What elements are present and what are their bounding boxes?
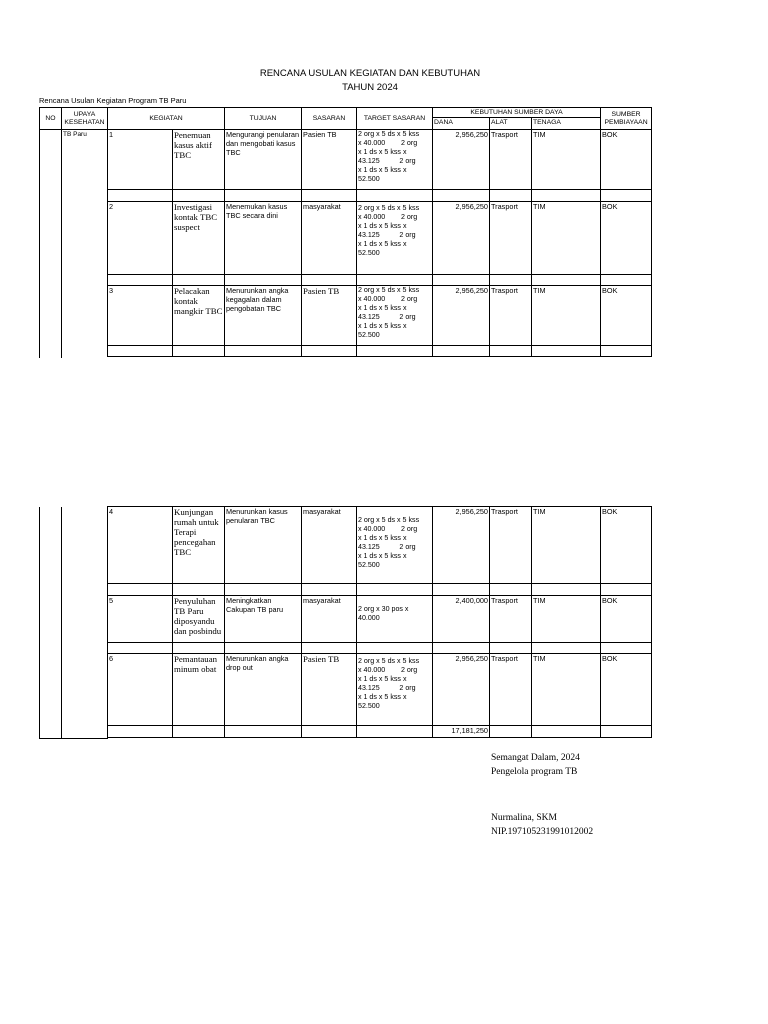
activity-fund: 2,956,250 — [433, 130, 490, 190]
activity-name: Pemantauan minum obat — [173, 654, 225, 726]
page-title-year: TAHUN 2024 — [342, 82, 398, 93]
activity-funding-source: BOK — [601, 654, 652, 726]
activity-target-detail: 2 org x 5 ds x 5 kss x 40.000 2 org x 1 ds x 5 kss x 43.125 2 org x 1 ds x 5 kss x 52.500 — [357, 130, 433, 190]
activity-number: 6 — [108, 654, 173, 726]
activity-tool: Trasport — [490, 507, 532, 584]
header-alat: ALAT — [490, 118, 532, 130]
activity-goal: Menemukan kasus TBC secara dini — [225, 202, 302, 275]
activity-number: 1 — [108, 130, 173, 190]
activity-target-group: Pasien TB — [302, 130, 357, 190]
header-sasaran: SASARAN — [302, 108, 357, 130]
activity-name: Kunjungan rumah untuk Terapi pencegahan TBC — [173, 507, 225, 584]
activity-staff: TIM — [532, 507, 601, 584]
activity-target-detail: 2 org x 5 ds x 5 kss x 40.000 2 org x 1 ds x 5 kss x 43.125 2 org x 1 ds x 5 kss x 52.500 — [357, 507, 433, 584]
no-cell — [40, 507, 62, 739]
activity-funding-source: BOK — [601, 202, 652, 275]
activity-tool: Trasport — [490, 286, 532, 346]
activity-funding-source: BOK — [601, 286, 652, 346]
activity-target-detail: 2 org x 30 pos x 40.000 — [357, 596, 433, 643]
activity-number: 3 — [108, 286, 173, 346]
activity-tool: Trasport — [490, 596, 532, 643]
activity-staff: TIM — [532, 202, 601, 275]
header-kebutuhan: KEBUTUHAN SUMBER DAYA — [433, 108, 601, 118]
header-sumber: SUMBER PEMBIAYAAN — [601, 108, 652, 130]
activity-tool: Trasport — [490, 654, 532, 726]
upaya-cell: TB Paru — [62, 130, 108, 358]
upaya-cell — [62, 507, 108, 739]
table-subtitle: Rencana Usulan Kegiatan Program TB Paru — [39, 96, 187, 105]
activity-fund: 2,956,250 — [433, 507, 490, 584]
signature-nip: NIP.197105231991012002 — [491, 827, 594, 837]
activity-goal: Mengurangi penularan dan mengobati kasus TBC — [225, 130, 302, 190]
header-no: NO — [40, 108, 62, 130]
header-tujuan: TUJUAN — [225, 108, 302, 130]
activity-name: Penyuluhan TB Paru diposyandu dan posbindu — [173, 596, 225, 643]
activity-goal: Meningkatkan Cakupan TB paru — [225, 596, 302, 643]
activity-fund: 2,956,250 — [433, 654, 490, 726]
activity-name: Penemuan kasus aktif TBC — [173, 130, 225, 190]
activity-tool: Trasport — [490, 202, 532, 275]
header-target: TARGET SASARAN — [357, 108, 433, 130]
activity-number: 4 — [108, 507, 173, 584]
activity-target-detail: 2 org x 5 ds x 5 kss x 40.000 2 org x 1 ds x 5 kss x 43.125 2 org x 1 ds x 5 kss x 52.500 — [357, 202, 433, 275]
activity-staff: TIM — [532, 654, 601, 726]
activity-funding-source: BOK — [601, 130, 652, 190]
signature-role: Pengelola program TB — [491, 767, 578, 777]
activity-table-page2 — [39, 506, 652, 739]
activity-table-page1 — [39, 107, 652, 357]
header-kegiatan: KEGIATAN — [108, 108, 225, 130]
activity-number: 5 — [108, 596, 173, 643]
activity-target-group: Pasien TB — [302, 654, 357, 726]
activity-goal: Menurunkan kasus penularan TBC — [225, 507, 302, 584]
activity-tool: Trasport — [490, 130, 532, 190]
activity-fund: 2,400,000 — [433, 596, 490, 643]
activity-staff: TIM — [532, 286, 601, 346]
signature-place-date: Semangat Dalam, 2024 — [491, 753, 580, 763]
total-fund: 17,181,250 — [433, 726, 490, 738]
activity-target-group: masyarakat — [302, 202, 357, 275]
page-title: RENCANA USULAN KEGIATAN DAN KEBUTUHAN — [259, 68, 481, 79]
activity-target-detail: 2 org x 5 ds x 5 kss x 40.000 2 org x 1 ds x 5 kss x 43.125 2 org x 1 ds x 5 kss x 52.500 — [357, 286, 433, 346]
activity-goal: Menurunkan angka kegagalan dalam pengobatan TBC — [225, 286, 302, 346]
activity-target-group: masyarakat — [302, 596, 357, 643]
activity-fund: 2,956,250 — [433, 202, 490, 275]
activity-staff: TIM — [532, 130, 601, 190]
activity-funding-source: BOK — [601, 596, 652, 643]
activity-number: 2 — [108, 202, 173, 275]
no-cell — [40, 130, 62, 358]
activity-target-group: Pasien TB — [302, 286, 357, 346]
activity-staff: TIM — [532, 596, 601, 643]
header-dana: DANA — [433, 118, 490, 130]
signature-name: Nurmalina, SKM — [491, 813, 557, 823]
activity-name: Pelacakan kontak mangkir TBC — [173, 286, 225, 346]
header-upaya: UPAYA KESEHATAN — [62, 108, 108, 130]
activity-fund: 2,956,250 — [433, 286, 490, 346]
activity-name: Investigasi kontak TBC suspect — [173, 202, 225, 275]
activity-target-detail: 2 org x 5 ds x 5 kss x 40.000 2 org x 1 ds x 5 kss x 43.125 2 org x 1 ds x 5 kss x 52.500 — [357, 654, 433, 726]
header-tenaga: TENAGA — [532, 118, 601, 130]
activity-goal: Menurunkan angka drop out — [225, 654, 302, 726]
activity-funding-source: BOK — [601, 507, 652, 584]
activity-target-group: masyarakat — [302, 507, 357, 584]
